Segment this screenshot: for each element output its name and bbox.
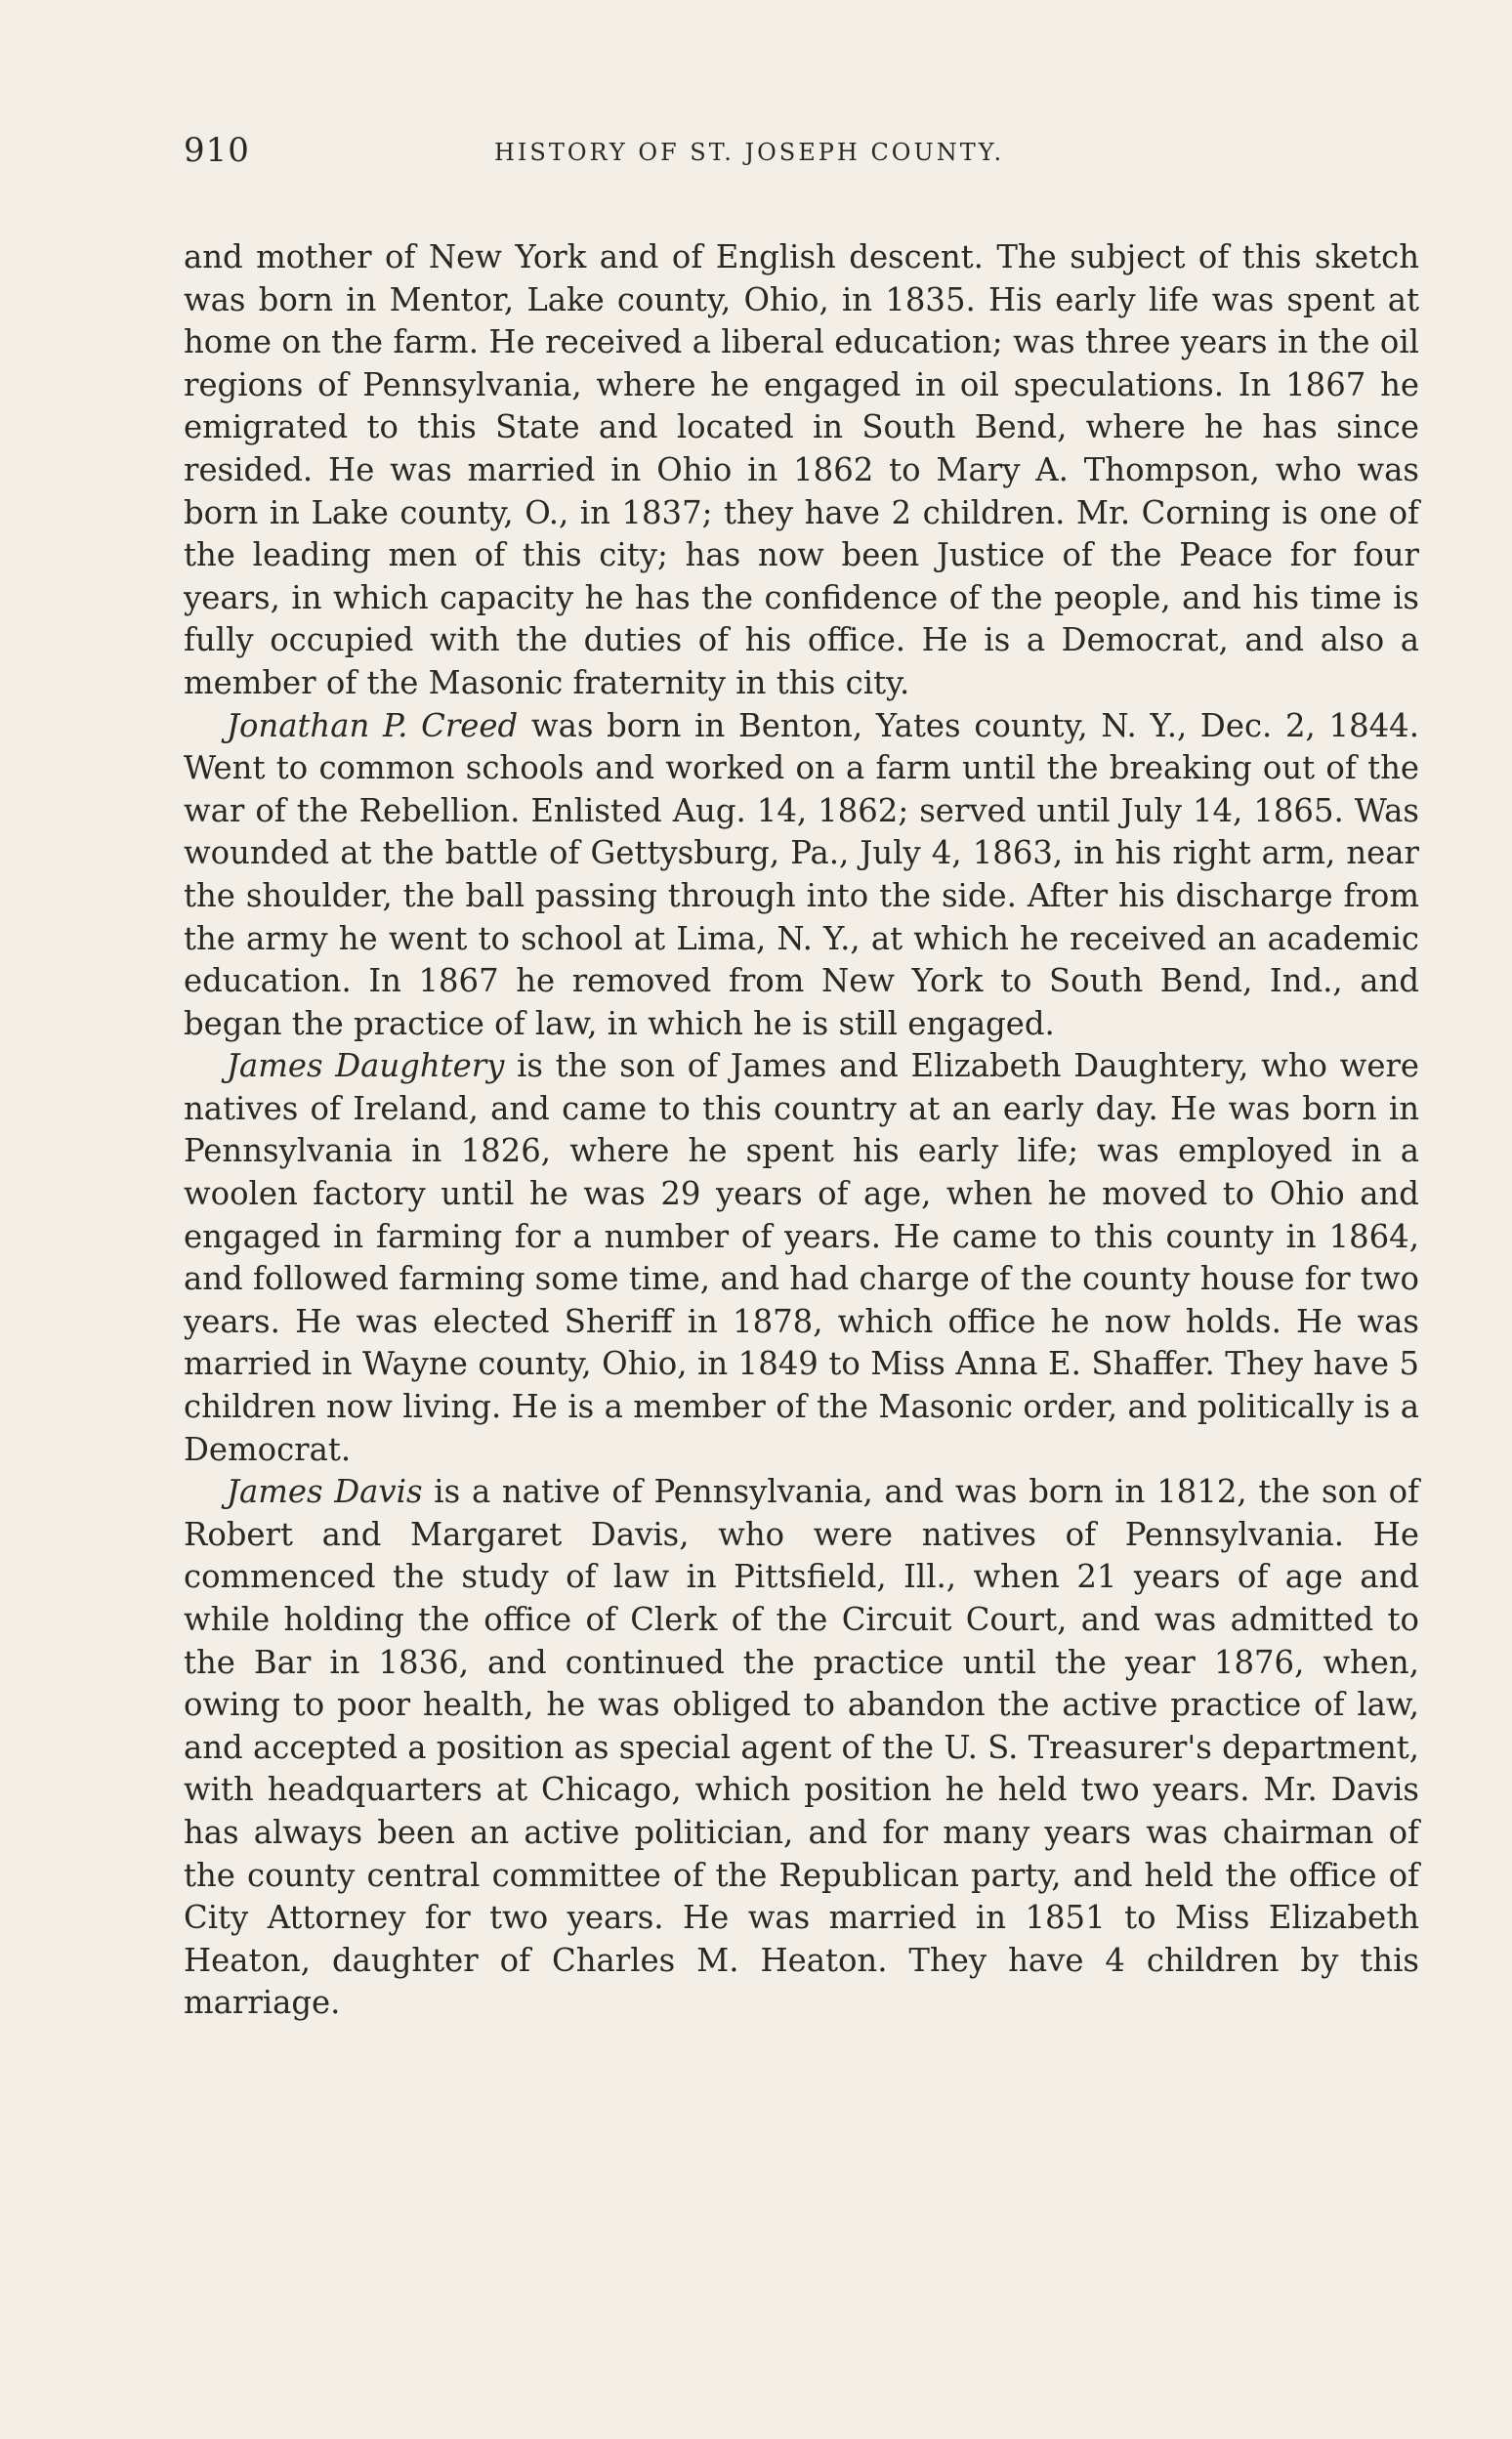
- page-number: 910: [184, 131, 250, 170]
- paragraph-daughtery: [184, 1045, 1419, 1471]
- running-title: HISTORY OF ST. JOSEPH COUNTY.: [494, 139, 1005, 166]
- person-name: James Daughtery: [227, 1047, 505, 1085]
- paragraph-creed: [184, 705, 1419, 1046]
- book-page: [184, 125, 1419, 2025]
- person-name: James Davis: [227, 1473, 423, 1511]
- paragraph-text: and mother of New York and of English descent. The subject of this sketch was born in Mentor, Lake county, Ohio, in 1835. His early life was spent at home on the farm. He received a liberal education; was three years in the oil regions of Pennsylvania, where he engaged in oil speculations. In 1867 he emigrated to this State and located in South Bend, where he has since resided. He was married in Ohio in 1862 to Mary A. Thompson, who was born in Lake county, O., in 1837; they have 2 children. Mr. Corning is one of the leading men of this city; has now been Justice of the Peace for four years, in which capacity he has the confidence of the people, and his time is fully occupied with the duties of his office. He is a Democrat, and also a member of the Masonic fraternity in this city.: [184, 238, 1419, 701]
- paragraph-davis: [184, 1471, 1419, 2025]
- running-head: [184, 125, 1419, 184]
- person-name: Jonathan P. Creed: [227, 706, 519, 744]
- paragraph-text: is a native of Pennsylvania, and was born in 1812, the son of Robert and Margaret Davis, who were natives of Pennsylvania. He commenced the study of law in Pittsfield, Ill., when 21 years of age and while holding the office of Clerk of the Circuit Court, and was admitted to the Bar in 1836, and continued the practice until the year 1876, when, owing to poor health, he was obliged to abandon the active practice of law, and accepted a position as special agent of the U. S. Treasurer's department, with headquarters at Chicago, which position he held two years. Mr. Davis has always been an active politician, and for many years was chairman of the county central committee of the Republican party, and held the office of City Attorney for two years. He was married in 1851 to Miss Elizabeth Heaton, daughter of Charles M. Heaton. They have 4 children by this marriage.: [184, 1473, 1419, 2022]
- body-text: [184, 236, 1419, 2025]
- paragraph-text: is the son of James and Elizabeth Daughtery, who were natives of Ireland, and came to this country at an early day. He was born in Pennsylvania in 1826, where he spent his early life; was employed in a woolen factory until he was 29 years of age, when he moved to Ohio and engaged in farming for a number of years. He came to this county in 1864, and followed farming some time, and had charge of the county house for two years. He was elected Sheriff in 1878, which office he now holds. He was married in Wayne county, Ohio, in 1849 to Miss Anna E. Shaffer. They have 5 children now living. He is a member of the Masonic order, and politically is a Democrat.: [184, 1047, 1419, 1468]
- paragraph-text: was born in Benton, Yates county, N. Y., Dec. 2, 1844. Went to common schools and worked on a farm until the breaking out of the war of the Rebellion. Enlisted Aug. 14, 1862; served until July 14, 1865. Was wounded at the battle of Gettysburg, Pa., July 4, 1863, in his right arm, near the shoulder, the ball passing through into the side. After his discharge from the army he went to school at Lima, N. Y., at which he received an academic education. In 1867 he removed from New York to South Bend, Ind., and began the practice of law, in which he is still engaged.: [184, 706, 1419, 1042]
- paragraph-corning-continued: [184, 236, 1419, 705]
